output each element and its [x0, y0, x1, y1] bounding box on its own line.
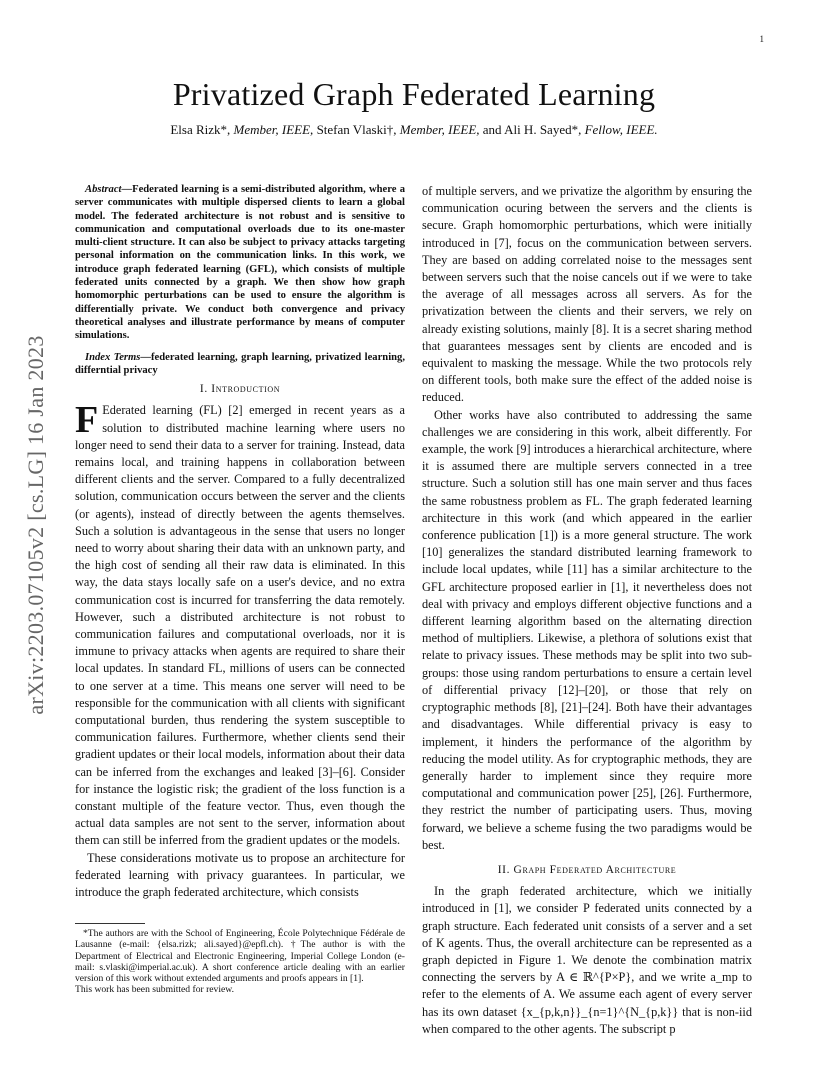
intro-paragraph-3: Other works have also contributed to addressing the same challenges we are considering in this work, albeit differently. For example, the work [9] introduces a hierarchical architecture, where it is assumed there are multiple servers connected in a tree structure. Such a solution still has one main server and thus faces the same robustness problem as FL. The graph federated learning architecture in this work (and which appeared in the earlier conference publication [1]) is a more general structure. The work [10] generalizes the standard distributed learning framework to include local updates, while [11] has a similar architecture to the GFL architecture proposed earlier in [1], it nevertheless does not deal with privacy and employs different objective functions and a different learning algorithm based on the alternating direction method of multipliers. Likewise, a plethora of solutions exist that relate to privacy issues. These methods may be split into two sub-groups: those using random perturbations to ensure a certain level of differential privacy [12]–[20], or those that rely on cryptographic methods [8], [21]–[24]. Both have their advantages and disadvantages. While differential privacy is easy to implement, it hinders the performance of the algorithm by reducing the model utility. As for cryptographic methods, they are generally harder to implement since they require more computational and communication power [25], [26]. Furthermore, they restrict the number of participating users. Thus, moving forward, we believe a scheme fusing the two paradigms would be best. [422, 407, 752, 852]
intro-paragraph-2: These considerations motivate us to propose an architecture for federated learning with privacy guarantees. In particular, we introduce the graph federated architecture, which consists [75, 850, 405, 900]
index-terms [75, 351, 405, 378]
footnote-rule [75, 923, 145, 924]
abstract-label: Abstract [85, 184, 122, 195]
left-column [75, 183, 405, 995]
footnote-affiliations: *The authors are with the School of Engineering, École Polytechnique Fédérale de Lausanne (e-mail: {elsa.rizk; ali.sayed}@epfl.ch). †The author is with the Department of Electrical and Electronic Engineering, Imperial College London (e-mail: s.vlaski@imperial.ac.uk). A short conference article dealing with an earlier version of this work without extended arguments and proofs appears in [1]. [75, 928, 405, 985]
abstract-text: —Federated learning is a semi-distributed algorithm, where a server communicates with multiple dispersed clients to learn a global model. The federated architecture is not robust and is sensitive to communication and computational overloads due to its one-master multi-client structure. It can also be subject to privacy attacks targeting personal information on the communication links. In this work, we introduce graph federated learning (GFL), which consists of multiple federated units connected by a graph. We then show how graph homomorphic perturbations can be used to ensure the algorithm is differentially private. We conduct both convergence and privacy theoretical analyses and illustrate performance by means of computer simulations. [75, 184, 405, 342]
author-3-role: Fellow, IEEE. [584, 122, 658, 137]
author-1-role: Member, IEEE, [233, 122, 314, 137]
section-1-heading: I. Introduction [199, 383, 281, 396]
author-line [0, 122, 828, 138]
author-2-role: Member, IEEE, [399, 122, 480, 137]
page-number: 1 [759, 34, 764, 44]
intro-paragraph-2-continued: of multiple servers, and we privatize the algorithm by ensuring the communication ocuring between the servers and the clients is secure. Graph homomorphic perturbations, which were initially introduced in [7], focus on the communication between servers. They are based on adding correlated noise to the messages sent between servers such that the noise cancels out if we were to take the average of all messages across all servers. As for the privatization between the clients and their servers, we rely on already existing solutions, mainly [8]. It is a secret sharing method that guarantees messages sent by clients are encoded and is equivalent to masking the message. While the two protocols rely on different tools, both make sure the effect of the added noise is reduced. [422, 184, 752, 405]
right-column [422, 183, 752, 1038]
arxiv-watermark [16, 290, 56, 760]
intro-paragraph-1-text: Ederated learning (FL) [2] emerged in recent years as a solution to distributed machine learning where users no longer need to send their data to a server for training. Instead, data remains local, and training happens in collaboration between different clients and the server. Compared to a fully decentralized solution, communication occurs between the server and the clients (or agents), instead of directly between the agents themselves. Such a solution is advantageous in the sense that users no longer need to worry about sharing their data with an unknown party, and the high cost of sending all their raw data is eliminated. In this way, the data stays locally safe on a user's device, and no extra communication cost is incurred for transferring the data remotely. However, such a distributed architecture is not robust to communication failures and computational overloads, nor it is immune to privacy attacks when agents are required to share their local updates. In standard FL, millions of users can be connected to one server at a time. This means one server will need to be responsible for the communication with all clients with significant computational burden, thus rendering the system susceptible to communication failures. Furthermore, whether clients send their gradient updates or their local models, information about their data can be inferred from the exchanges and leaked [3]–[6]. Consider for instance the logistic risk; the gradient of the loss function is a constant multiple of the feature vector. Thus, even though the actual data samples are not sent to the server, information about them can still be inferred from the gradient updates or the models. [75, 403, 405, 848]
index-terms-text: —federated learning, graph learning, privatized learning, differntial privacy [75, 351, 405, 376]
arxiv-id: arXiv:2203.07105v2 [cs.LG] 16 Jan 2023 [23, 335, 48, 715]
intro-paragraph-1 [75, 399, 405, 849]
footnote-review: This work has been submitted for review. [75, 984, 234, 996]
drop-cap: F [75, 399, 99, 442]
section-2-paragraph-1: In the graph federated architecture, which we initially introduced in [1], we consider P federated units connected by a graph structure. Each federated unit consists of a server and a set of K agents. Thus, the overall architecture can be represented as a graph depicted in Figure 1. We denote the combination matrix connecting the servers by A ∈ ℝ^{P×P}, and we write a_mp to refer to the elements of A. We assume each agent of every server has its own dataset {x_{p,k,n}}_{n=1}^{N_{p,k}} that is non-iid when compared to the other agents. The subscript p [422, 884, 752, 1036]
author-1: Elsa Rizk*, [170, 122, 234, 137]
abstract [75, 183, 405, 343]
paper-title: Privatized Graph Federated Learning [172, 76, 656, 112]
author-3: and Ali H. Sayed*, [479, 122, 585, 137]
section-2-heading: II. Graph Federated Architecture [497, 863, 677, 876]
author-2: Stefan Vlaski†, [313, 122, 400, 137]
index-terms-label: Index Terms [85, 351, 141, 363]
